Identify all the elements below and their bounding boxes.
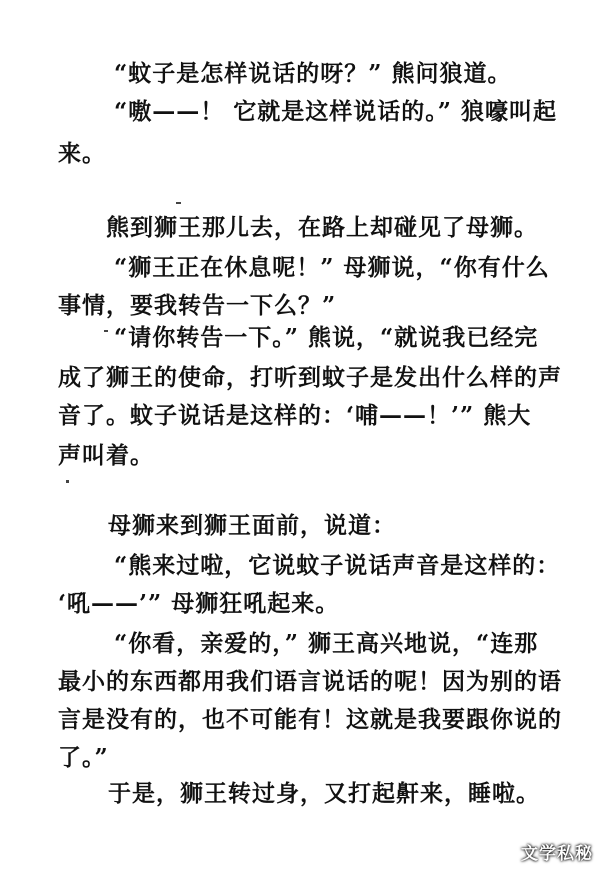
text-line: 言是没有的，也不可能有！这就是我要跟你说的: [58, 706, 562, 733]
scan-speck: [66, 480, 69, 483]
text-line: “蚊子是怎样说话的呀？” 熊问狼道。: [114, 60, 512, 87]
text-line: “你看，亲爱的，” 狮王高兴地说，“连那: [114, 630, 539, 657]
scan-speck: [176, 202, 181, 204]
text-line: 母狮来到狮王面前，说道：: [108, 512, 396, 539]
text-line: “请你转告一下。” 熊说，“就说我已经完: [114, 324, 539, 351]
text-line: “嗷——！ 它就是这样说话的。” 狼嚎叫起: [114, 98, 557, 125]
text-line: “狮王正在休息呢！” 母狮说，“你有什么: [114, 254, 550, 281]
text-line: 于是，狮王转过身，又打起鼾来，睡啦。: [108, 780, 540, 807]
text-line: 了。”: [58, 744, 109, 771]
text-line: 熊到狮王那儿去，在路上却碰见了母狮。: [106, 214, 538, 241]
text-line: 来。: [58, 140, 106, 167]
scan-speck: [104, 330, 108, 332]
text-line: 音了。蚊子说话是这样的：‘哺——！’” 熊大: [58, 402, 532, 429]
text-line: ‘吼——’” 母狮狂吼起来。: [58, 590, 340, 617]
text-line: 声叫着。: [58, 442, 154, 469]
text-line: 最小的东西都用我们语言说话的呢！因为别的语: [58, 668, 562, 695]
text-line: 事情，要我转告一下么？”: [58, 292, 337, 319]
text-line: 成了狮王的使命，打听到蚊子是发出什么样的声: [58, 364, 562, 391]
text-line: “熊来过啦，它说蚊子说话声音是这样的：: [114, 552, 561, 579]
watermark: 文学私秘: [521, 844, 593, 864]
